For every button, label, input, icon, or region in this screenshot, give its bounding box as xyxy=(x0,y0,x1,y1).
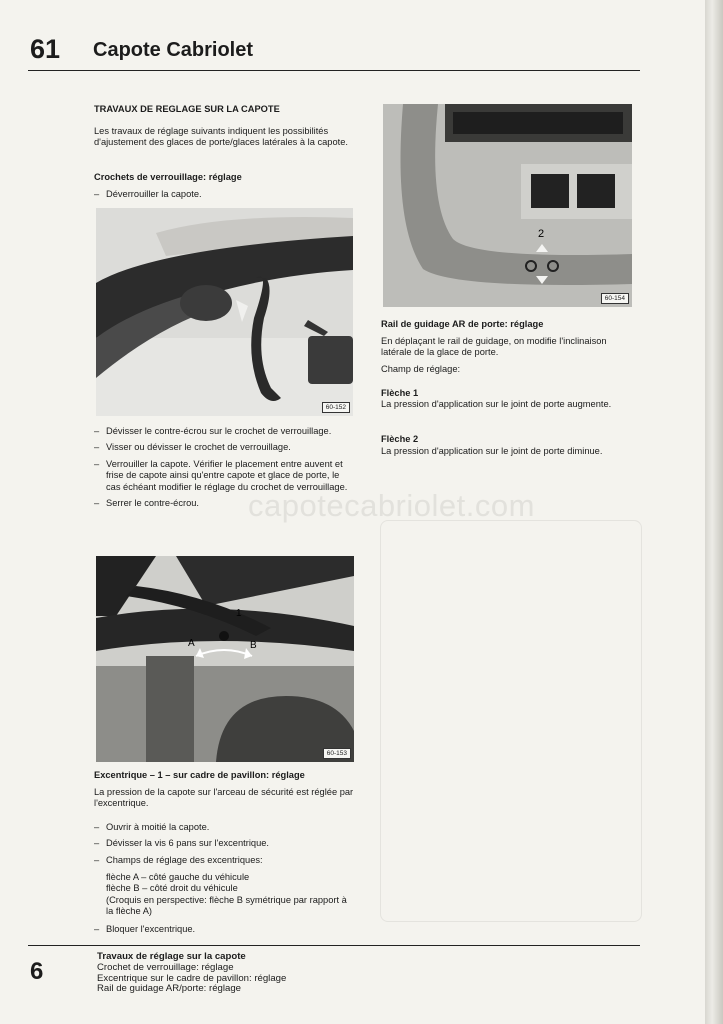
step-item: – Ouvrir à moitié la capote. xyxy=(94,822,356,833)
show-through-shadow xyxy=(380,520,642,922)
step-item: – Bloquer l'excentrique. xyxy=(94,924,356,935)
figure-ref-154: 60-154 xyxy=(601,293,629,304)
step-item: – Champs de réglage des excentriques: xyxy=(94,855,356,866)
intro-paragraph: Les travaux de réglage suivants indiquent les possibilités d'ajustement des glaces de porte/glaces latérales à la capote. xyxy=(94,126,348,148)
step-item: – Dévisser le contre-écrou sur le crochet de verrouillage. xyxy=(94,426,352,437)
arrow2-text: La pression d'application sur le joint de porte diminue. xyxy=(381,446,603,456)
binder-edge xyxy=(705,0,723,1024)
footer-line: Rail de guidage AR/porte: réglage xyxy=(97,983,242,995)
field-note: (Croquis en perspective: flèche B symétrique par rapport à la flèche A) xyxy=(106,894,347,917)
figure-ref-152: 60-152 xyxy=(322,402,350,413)
eccentric-steps-list xyxy=(94,822,356,869)
chapter-title: Capote Cabriolet xyxy=(93,39,254,61)
chapter-number: 61 xyxy=(30,34,61,64)
footer-line: Crochet de verrouillage: réglage xyxy=(97,961,234,973)
field-a: flèche A – côté gauche du véhicule xyxy=(106,872,250,882)
subhead-eccentric: Excentrique – 1 – sur cadre de pavillon: réglage xyxy=(94,770,305,780)
hook-steps-list xyxy=(94,426,352,514)
arrow1-text: La pression d'application sur le joint de porte augmente. xyxy=(381,399,612,409)
callout-b: B xyxy=(250,640,257,651)
footer-rule xyxy=(28,945,640,946)
step-item: – Serrer le contre-écrou. xyxy=(94,498,352,509)
step-item: – Dévisser la vis 6 pans sur l'excentrique. xyxy=(94,838,356,849)
step-item: – Déverrouiller la capote. xyxy=(94,189,354,200)
guide-rail-paragraph: En déplaçant le rail de guidage, on modifie l'inclinaison latérale de la glace de porte. xyxy=(381,336,607,358)
unlock-step xyxy=(94,189,354,205)
footer-summary xyxy=(97,952,286,995)
footer-line: Excentrique sur le cadre de pavillon: réglage xyxy=(97,972,287,984)
section-title: TRAVAUX DE REGLAGE SUR LA CAPOTE xyxy=(94,104,280,114)
subhead-locking-hooks: Crochets de verrouillage: réglage xyxy=(94,172,242,182)
final-step xyxy=(94,924,356,940)
figure-locking-hook xyxy=(96,208,353,416)
adjust-field-label: Champ de réglage: xyxy=(381,364,461,374)
callout-a: A xyxy=(188,638,195,649)
arrow1-title: Flèche 1 xyxy=(381,388,419,398)
watermark: capotecabriolet.com xyxy=(248,488,535,523)
figure-guide-rail xyxy=(383,104,632,307)
callout-1: 1 xyxy=(236,608,242,619)
step-item: – Visser ou dévisser le crochet de verrouillage. xyxy=(94,442,352,453)
eccentric-photo xyxy=(96,556,354,762)
arrow2-title: Flèche 2 xyxy=(381,434,419,444)
figure-ref-153: 60-153 xyxy=(323,748,351,759)
figure-eccentric xyxy=(96,556,354,762)
adjust-fields xyxy=(94,872,356,918)
header-rule xyxy=(28,70,640,71)
subhead-guide-rail: Rail de guidage AR de porte: réglage xyxy=(381,319,544,329)
locking-hook-photo xyxy=(96,208,353,416)
field-b: flèche B – côté droit du véhicule xyxy=(106,883,238,894)
step-item: – Verrouiller la capote. Vérifier le placement entre auvent et frise de capote ainsi qu'entre capote et glace de porte, le cas échéant modifier le réglage du crochet de verrouillage. xyxy=(94,459,352,493)
eccentric-paragraph: La pression de la capote sur l'arceau de sécurité est réglée par l'excentrique. xyxy=(94,787,354,809)
callout-2: 2 xyxy=(538,228,545,240)
guide-rail-photo xyxy=(383,104,632,307)
footer-title: Travaux de réglage sur la capote xyxy=(97,951,246,962)
page-number: 6 xyxy=(30,958,44,985)
